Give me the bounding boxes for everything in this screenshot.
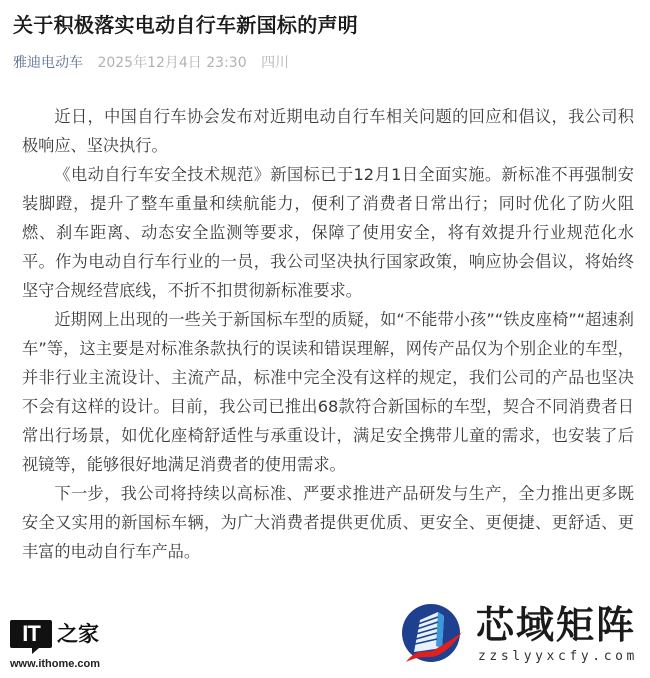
paragraph-4: 下一步，我公司将持续以高标准、严要求推进产品研发与生产，全力推出更多既安全又实用的新国标车辆，为广大消费者提供更优质、更安全、更便捷、更舒适、更丰富的电动自行车产品。 [22, 484, 634, 561]
xinyu-url: zzslyyxcfy.com [478, 649, 638, 664]
xinyu-watermark [398, 600, 648, 672]
ithome-watermark [10, 618, 100, 673]
publish-location: 四川 [261, 55, 290, 71]
paragraph-2: 《电动自行车安全技术规范》新国标已于12月1日全面实施。新标准不再强制安装脚蹬，提升了整车重量和续航能力，便利了消费者日常出行；同时优化了防火阻燃、刹车距离、动态安全监测等要求，保障了使用安全，将有效提升行业规范化水平。作为电动自行车行业的一员，我公司坚决执行国家政策，响应协会倡议，将始终坚守合规经营底线，不折不扣贯彻新标准要求。 [22, 165, 634, 300]
account-name-link[interactable]: 雅迪电动车 [13, 55, 83, 71]
paragraph-3: 近期网上出现的一些关于新国标车型的质疑，如“不能带小孩”“铁皮座椅”“超速刹车”等，这主要是对标准条款执行的误读和错误理解，网传产品仅为个别企业的车型，并非行业主流设计、主流产品，标准中完全没有这样的规定，我们公司的产品也坚决不会有这样的设计。目前，我公司已推出68款符合新国标的车型，契合不同消费者日常出行场景，如优化座椅舒适性与承重设计，满足安全携带儿童的需求，也安装了后视镜等，能够很好地满足消费者的使用需求。 [22, 310, 634, 474]
article-meta [13, 52, 289, 74]
publish-time: 2025年12月4日 23:30 [97, 55, 247, 71]
article-title: 关于积极落实电动自行车新国标的声明 [13, 13, 359, 37]
article-body [22, 102, 634, 566]
ithome-logo-icon: IT [10, 620, 52, 648]
ithome-logo-text: 之家 [57, 621, 99, 646]
xinyu-brand-name: 芯域矩阵 [476, 602, 637, 647]
ithome-url: www.ithome.com [10, 658, 101, 670]
paragraph-1: 近日，中国自行车协会发布对近期电动自行车相关问题的回应和倡议，我公司积极响应、坚决执行。 [22, 107, 634, 155]
building-emblem-icon [398, 602, 464, 668]
